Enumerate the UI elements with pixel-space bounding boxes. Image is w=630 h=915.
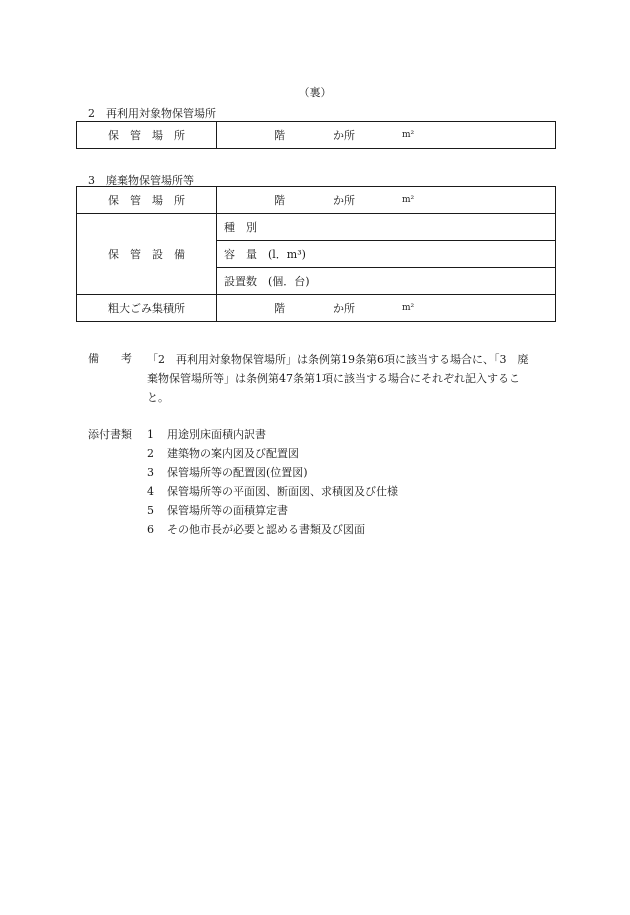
section-2-title: 2 再利用対象物保管場所 bbox=[88, 107, 216, 120]
list-item bbox=[147, 426, 398, 445]
attachment-number: 2 bbox=[147, 447, 154, 460]
waste-storage-table bbox=[76, 186, 556, 322]
attachments-list bbox=[147, 426, 398, 540]
section-3-title: 3 廃棄物保管場所等 bbox=[88, 174, 194, 187]
area-unit: m² bbox=[402, 303, 415, 313]
attachment-number: 4 bbox=[147, 485, 154, 498]
storage-place-label: 保 管 場 所 bbox=[77, 122, 217, 149]
table-row bbox=[77, 187, 556, 214]
attachments-label: 添付書類 bbox=[88, 428, 132, 441]
recyclables-storage-table bbox=[76, 121, 556, 149]
attachment-number: 1 bbox=[147, 428, 154, 441]
attachment-number: 3 bbox=[147, 466, 154, 479]
waste-storage-place-value-field[interactable] bbox=[217, 187, 556, 214]
storage-equipment-label: 保 管 設 備 bbox=[77, 214, 217, 295]
storage-place-value-field[interactable] bbox=[217, 122, 556, 149]
area-unit: m² bbox=[402, 195, 415, 205]
place-count-unit: か所 bbox=[333, 302, 355, 315]
equipment-quantity-field[interactable]: 設置数 (個．台) bbox=[217, 268, 556, 295]
floor-unit: 階 bbox=[274, 194, 285, 207]
page-heading: （裏） bbox=[298, 86, 332, 99]
list-item bbox=[147, 445, 398, 464]
table-row bbox=[77, 214, 556, 241]
bulky-waste-area-value-field[interactable] bbox=[217, 295, 556, 322]
remarks-label: 備 考 bbox=[88, 352, 132, 365]
list-item bbox=[147, 464, 398, 483]
list-item bbox=[147, 521, 398, 540]
attachment-number: 5 bbox=[147, 504, 154, 517]
list-item bbox=[147, 502, 398, 521]
remarks-text: 「2 再利用対象物保管場所」は条例第19条第6項に該当する場合に、「3 廃棄物保管場所等」は条例第47条第1項に該当する場合にそれぞれ記入すること。 bbox=[147, 353, 529, 404]
floor-unit: 階 bbox=[274, 302, 285, 315]
place-count-unit: か所 bbox=[333, 194, 355, 207]
attachment-text: 建築物の案内図及び配置図 bbox=[167, 447, 299, 460]
list-item bbox=[147, 483, 398, 502]
attachment-text: 保管場所等の平面図、断面図、求積図及び仕様 bbox=[167, 485, 398, 498]
table-row bbox=[77, 122, 556, 149]
waste-storage-place-label: 保 管 場 所 bbox=[77, 187, 217, 214]
table-row bbox=[77, 295, 556, 322]
attachment-number: 6 bbox=[147, 523, 154, 536]
floor-unit: 階 bbox=[274, 129, 285, 142]
area-unit: m² bbox=[402, 130, 415, 140]
place-count-unit: か所 bbox=[333, 129, 355, 142]
attachment-text: 用途別床面積内訳書 bbox=[167, 428, 266, 441]
equipment-type-field[interactable]: 種 別 bbox=[217, 214, 556, 241]
equipment-capacity-field[interactable]: 容 量 (l．m³) bbox=[217, 241, 556, 268]
attachment-text: 保管場所等の面積算定書 bbox=[167, 504, 288, 517]
attachment-text: その他市長が必要と認める書類及び図面 bbox=[167, 523, 365, 536]
bulky-waste-area-label: 粗大ごみ集積所 bbox=[77, 295, 217, 322]
attachment-text: 保管場所等の配置図(位置図) bbox=[167, 466, 308, 479]
